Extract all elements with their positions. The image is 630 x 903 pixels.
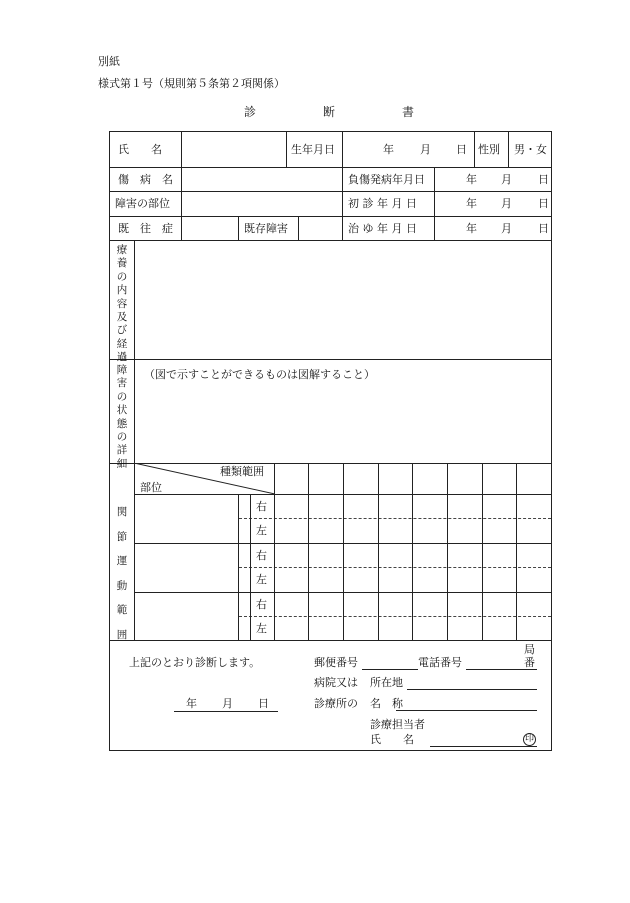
hospital-label: 病院又は [314, 676, 358, 689]
diagnosis-statement: 上記のとおり診断します。 [129, 656, 261, 669]
doctor-name-label: 氏 名 [370, 733, 414, 746]
title-char-2: 断 [323, 105, 336, 119]
injury-onset-date-label: 負傷発病年月日 [348, 173, 425, 186]
onset-year-label: 年 [466, 173, 477, 186]
onset-day-label: 日 [538, 173, 549, 186]
first-visit-year-label: 年 [466, 197, 477, 210]
postal-code-underline [362, 669, 418, 670]
footer-month-label: 月 [222, 697, 233, 710]
footer-day-label: 日 [258, 697, 269, 710]
footer-year-label: 年 [186, 697, 197, 710]
bureau-label: 局 [524, 643, 535, 656]
phone-underline [466, 669, 520, 670]
rom-header-part: 部位 [140, 481, 162, 494]
treatment-course-label: 療養の内容及び経過 [116, 244, 128, 364]
medical-history-label: 既 往 症 [118, 222, 173, 235]
first-visit-day-label: 日 [538, 197, 549, 210]
onset-month-label: 月 [501, 173, 512, 186]
rom-header-type: 種類範囲 [220, 465, 264, 478]
phone-label: 電話番号 [418, 656, 462, 669]
title-char-3: 書 [402, 105, 415, 119]
dob-day-label: 日 [456, 143, 467, 156]
joint-rom-label: 関節運動範囲 [116, 506, 128, 641]
first-visit-date-label: 初 診 年 月 日 [348, 197, 417, 210]
number-underline [520, 669, 537, 670]
rom-right-2: 右 [256, 549, 267, 562]
facility-name-underline [396, 710, 537, 711]
disability-state-label: 障害の状態の詳細 [116, 364, 128, 470]
disability-note: （図で示すことができるものは図解すること） [144, 368, 375, 381]
dob-label: 生年月日 [291, 143, 335, 156]
name-label: 氏 名 [118, 143, 162, 156]
rom-right-1: 右 [256, 500, 267, 513]
attachment-label: 別紙 [98, 55, 120, 68]
disability-site-label: 障害の部位 [115, 197, 170, 210]
footer-date-underline [174, 711, 278, 712]
recovery-year-label: 年 [466, 222, 477, 235]
pre-existing-disability-label: 既存障害 [244, 222, 288, 235]
address-label: 所在地 [370, 676, 403, 689]
rom-left-1: 左 [256, 524, 267, 537]
sex-options: 男・女 [514, 143, 547, 156]
number-label: 番 [524, 656, 535, 669]
clinic-label: 診療所の [314, 697, 358, 710]
sex-label: 性別 [478, 143, 500, 156]
recovery-day-label: 日 [538, 222, 549, 235]
facility-name-label: 名 称 [370, 697, 403, 710]
rom-right-3: 右 [256, 598, 267, 611]
rom-left-3: 左 [256, 622, 267, 635]
injury-name-label: 傷 病 名 [118, 173, 173, 186]
medical-certificate-form [109, 131, 552, 751]
dob-month-label: 月 [420, 143, 431, 156]
address-underline [407, 689, 537, 690]
rom-left-2: 左 [256, 573, 267, 586]
doctor-name-underline [430, 746, 537, 747]
title-char-1: 診 [244, 105, 257, 119]
form-number: 様式第１号（規則第５条第２項関係） [98, 77, 285, 90]
first-visit-month-label: 月 [501, 197, 512, 210]
dob-year-label: 年 [383, 143, 394, 156]
seal-icon: 印 [524, 734, 534, 744]
postal-code-label: 郵便番号 [314, 656, 358, 669]
recovery-month-label: 月 [501, 222, 512, 235]
recovery-date-label: 治 ゆ 年 月 日 [348, 222, 417, 235]
doctor-label: 診療担当者 [370, 718, 425, 731]
